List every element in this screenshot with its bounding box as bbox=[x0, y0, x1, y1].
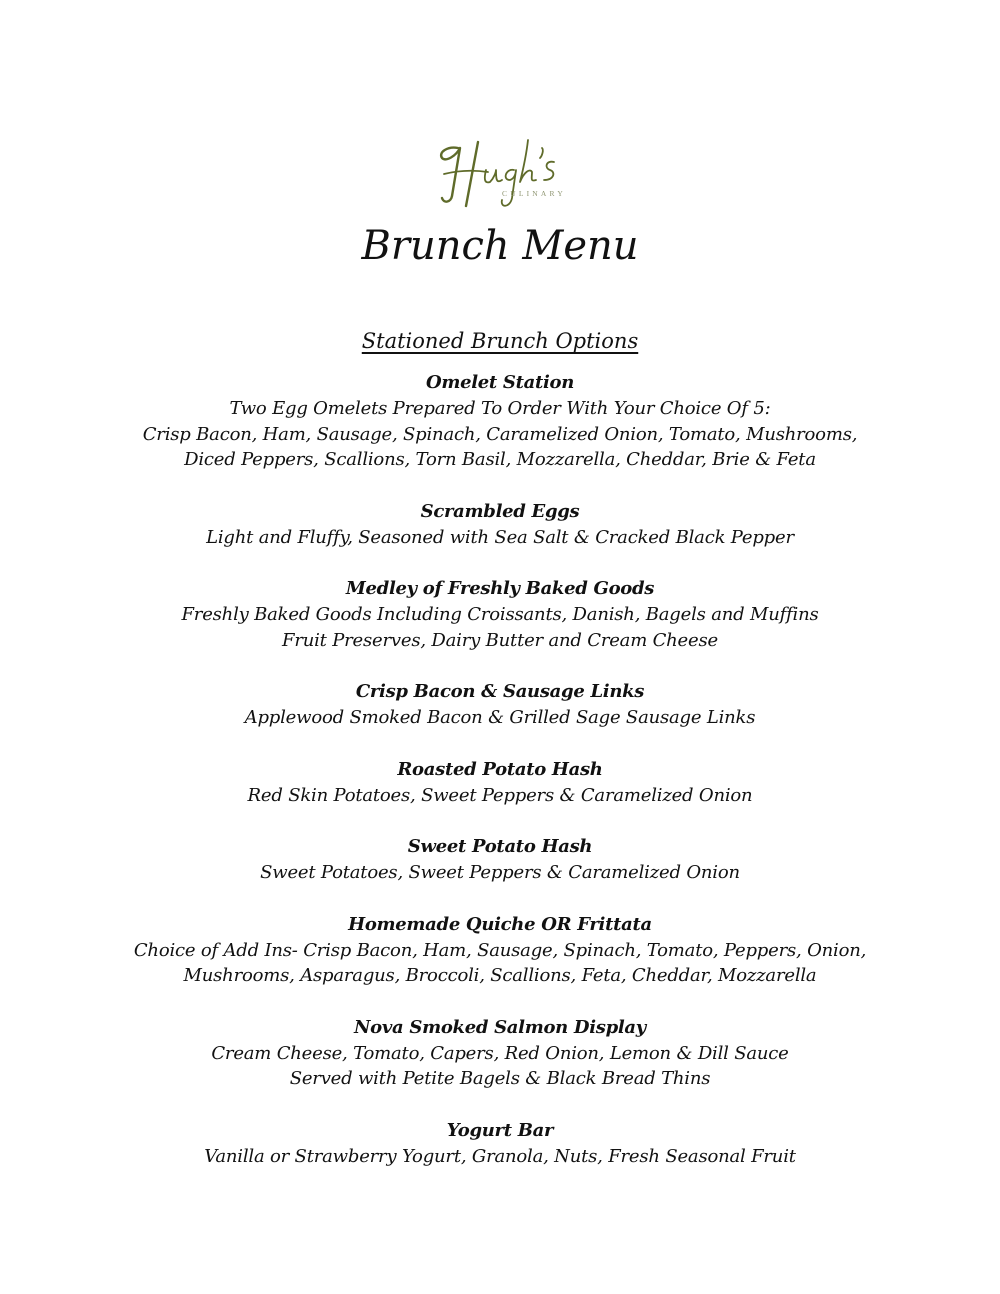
menu-item-description: Freshly Baked Goods Including Croissants, Danish, Bagels and Muffins bbox=[181, 604, 819, 625]
menu-item bbox=[0, 912, 1000, 989]
menu-item-name: Nova Smoked Salmon Display bbox=[354, 1016, 646, 1038]
menu-items-list bbox=[0, 370, 1000, 1195]
menu-item-name: Homemade Quiche OR Frittata bbox=[348, 913, 652, 935]
menu-item-description: Vanilla or Strawberry Yogurt, Granola, Nuts, Fresh Seasonal Fruit bbox=[204, 1145, 796, 1167]
menu-item bbox=[0, 370, 1000, 473]
menu-item-description: Diced Peppers, Scallions, Torn Basil, Mozzarella, Cheddar, Brie & Feta bbox=[184, 449, 816, 470]
menu-item-name: Roasted Potato Hash bbox=[397, 758, 603, 780]
menu-item bbox=[0, 834, 1000, 886]
menu-item-description: Applewood Smoked Bacon & Grilled Sage Sausage Links bbox=[244, 707, 756, 728]
hughs-culinary-logo bbox=[430, 118, 580, 218]
menu-item bbox=[0, 679, 1000, 731]
menu-item-name: Crisp Bacon & Sausage Links bbox=[355, 681, 645, 702]
menu-item-description: Sweet Potatoes, Sweet Peppers & Caramelized Onion bbox=[260, 862, 740, 883]
menu-item bbox=[0, 576, 1000, 653]
menu-item-description: Served with Petite Bagels & Black Bread Thins bbox=[289, 1068, 711, 1089]
menu-item-name: Omelet Station bbox=[425, 372, 575, 393]
menu-item bbox=[0, 1118, 1000, 1170]
section-heading-text: Stationed Brunch Options bbox=[361, 329, 639, 353]
section-heading bbox=[0, 326, 1000, 356]
menu-item-description: Fruit Preserves, Dairy Butter and Cream Cheese bbox=[282, 629, 718, 651]
menu-item bbox=[0, 499, 1000, 551]
menu-item-description: Crisp Bacon, Ham, Sausage, Spinach, Caramelized Onion, Tomato, Mushrooms, bbox=[142, 423, 858, 445]
menu-item-description: Mushrooms, Asparagus, Broccoli, Scallions, Feta, Cheddar, Mozzarella bbox=[183, 965, 817, 986]
menu-item-description: Light and Fluffy, Seasoned with Sea Salt & Cracked Black Pepper bbox=[206, 526, 794, 548]
menu-item-name: Scrambled Eggs bbox=[420, 500, 580, 522]
logo-subtitle: CULINARY bbox=[502, 189, 566, 198]
menu-item-description: Choice of Add Ins- Crisp Bacon, Ham, Sausage, Spinach, Tomato, Peppers, Onion, bbox=[133, 939, 867, 961]
menu-item bbox=[0, 757, 1000, 809]
menu-item-name: Medley of Freshly Baked Goods bbox=[345, 578, 655, 599]
menu-item-description: Cream Cheese, Tomato, Capers, Red Onion, Lemon & Dill Sauce bbox=[211, 1042, 789, 1064]
menu-item-name: Yogurt Bar bbox=[446, 1119, 554, 1141]
menu-title: Brunch Menu bbox=[361, 223, 639, 269]
menu-item-description: Two Egg Omelets Prepared To Order With Your Choice Of 5: bbox=[229, 398, 771, 419]
menu-item bbox=[0, 1015, 1000, 1092]
menu-item-name: Sweet Potato Hash bbox=[407, 836, 593, 857]
menu-item-description: Red Skin Potatoes, Sweet Peppers & Caramelized Onion bbox=[247, 784, 753, 806]
